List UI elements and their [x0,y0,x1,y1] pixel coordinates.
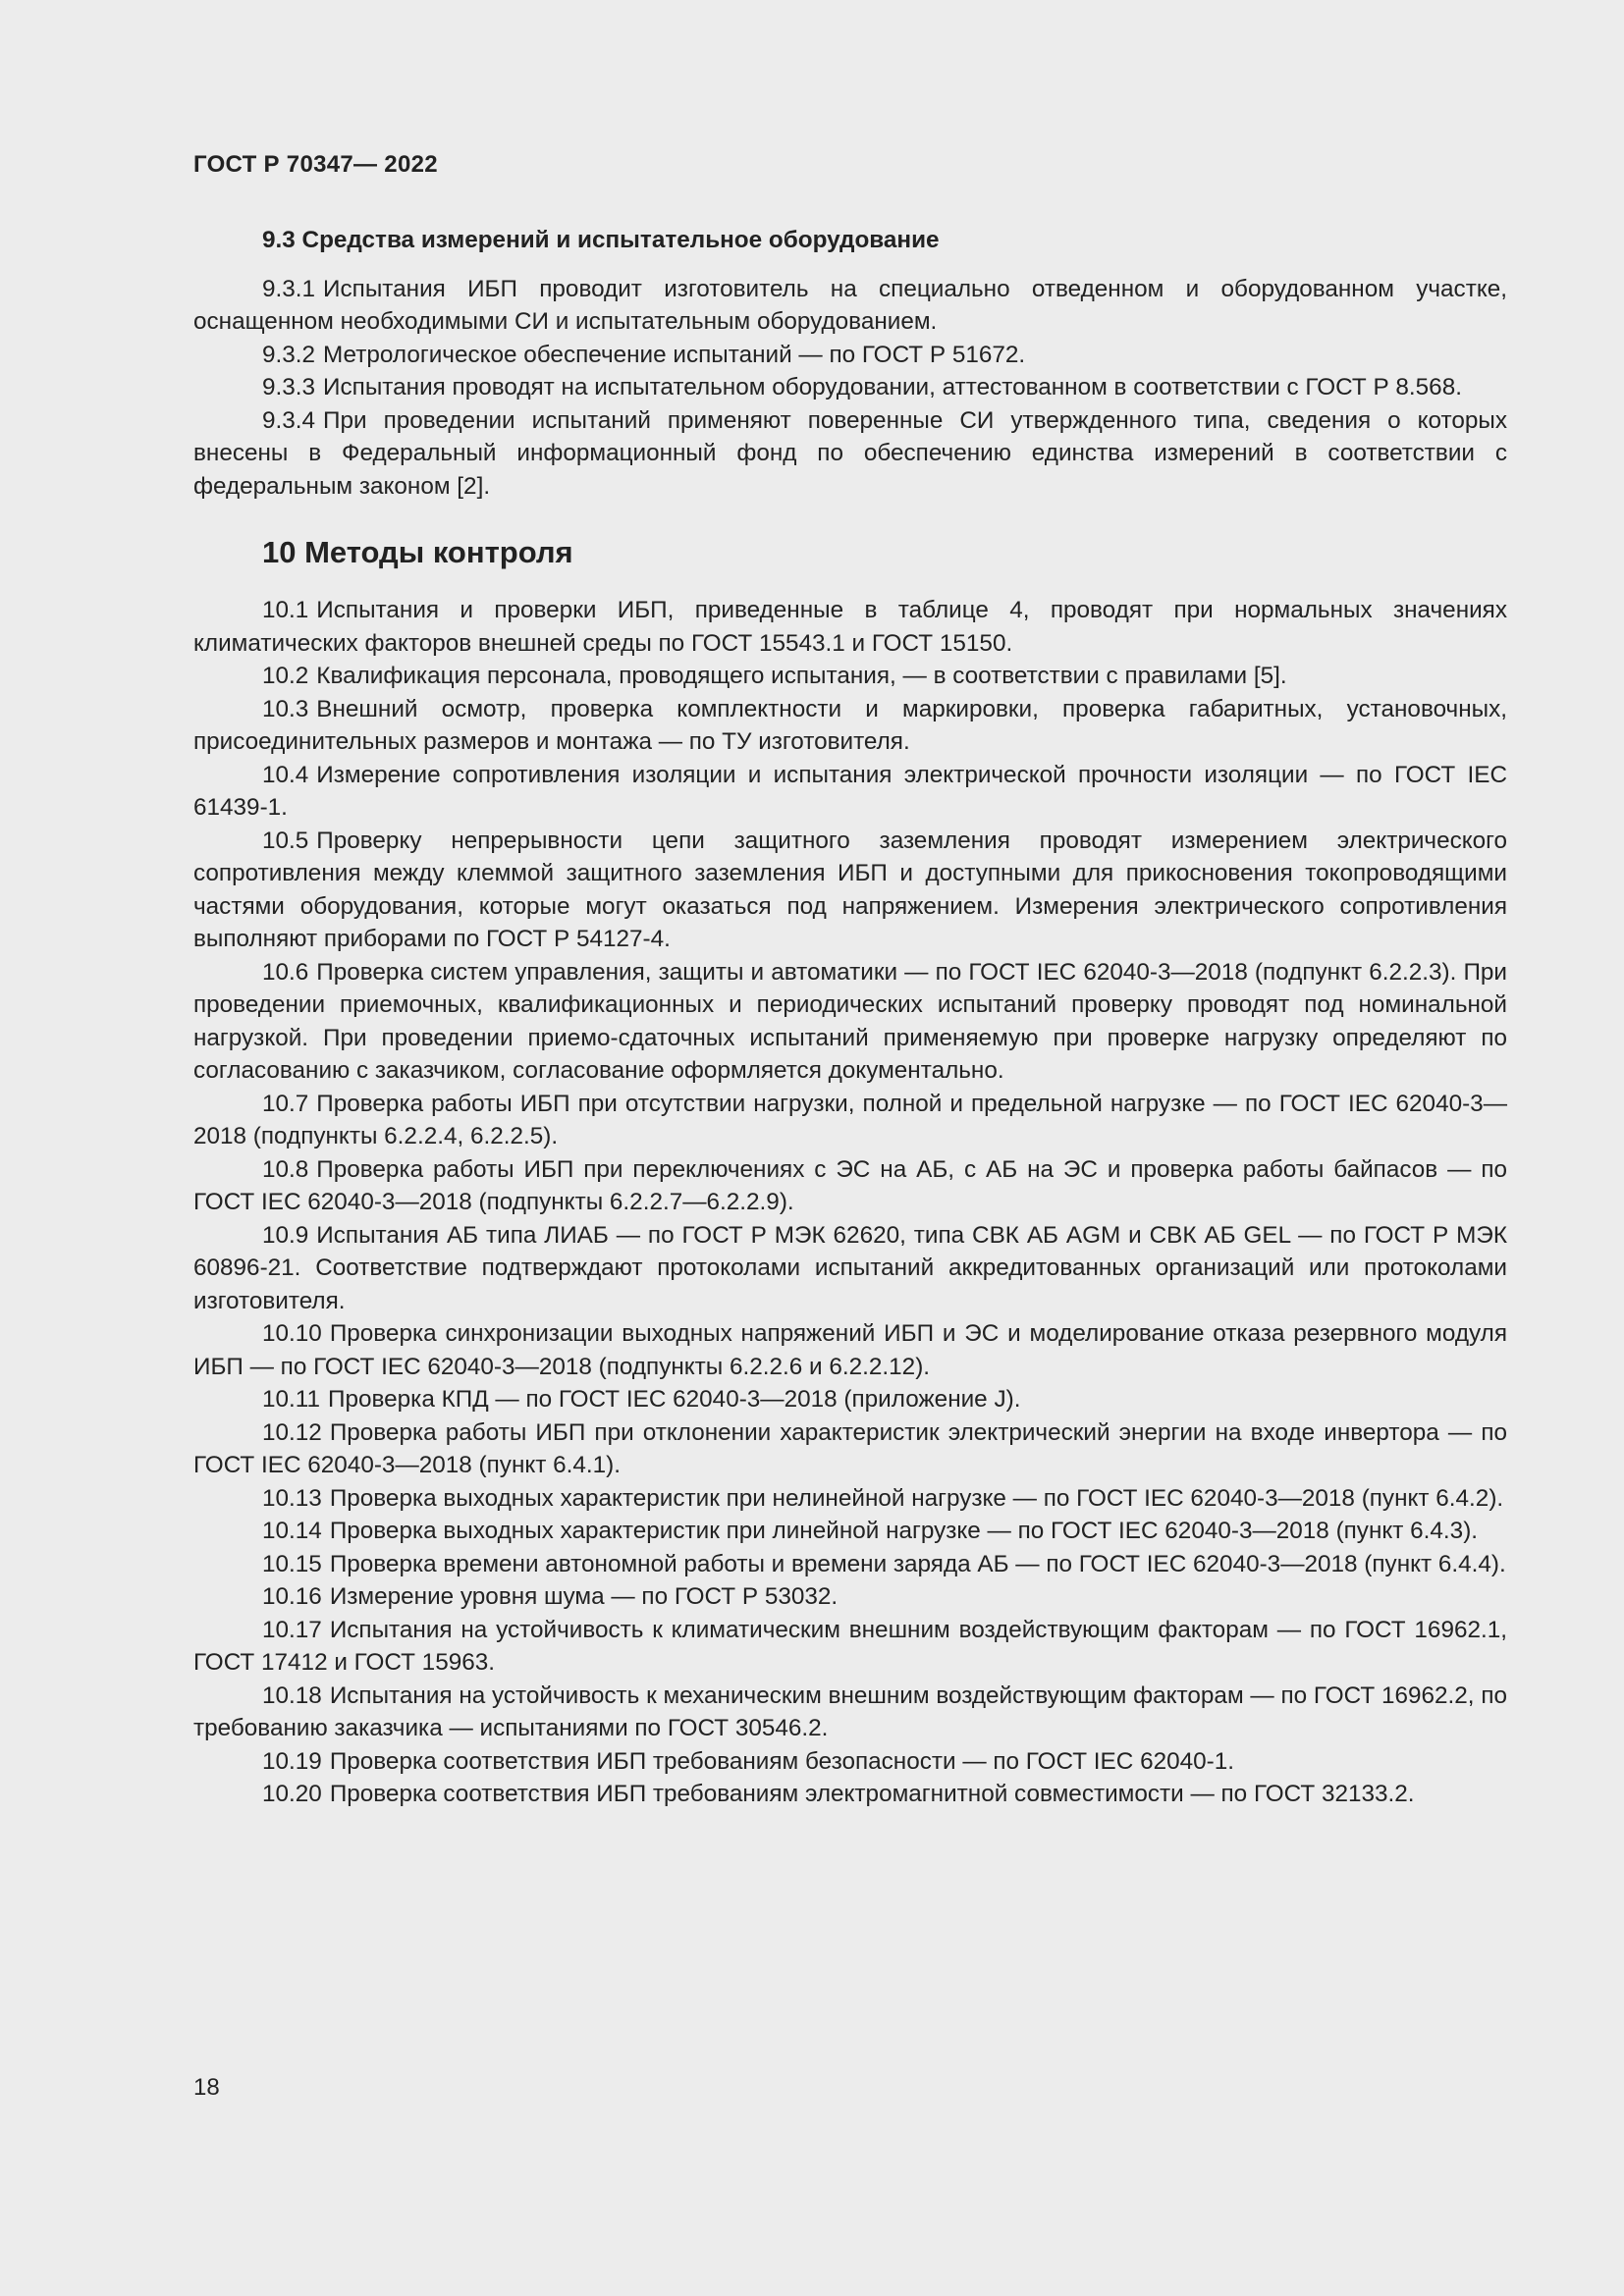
section-10-title: 10 Методы контроля [262,535,573,569]
paragraph-10-19 [193,1745,1507,1779]
paragraph-10-1 [193,594,1507,660]
paragraph-number: 10.3 [262,695,309,722]
paragraph-text: Квалификация персонала, проводящего испытания, — в соответствии с правилами [5]. [316,663,1287,689]
paragraph-number: 10.5 [262,827,309,854]
paragraph-9-3-1 [193,273,1507,339]
paragraph-9-3-4 [193,404,1507,504]
paragraph-9-3-3 [193,371,1507,404]
paragraph-text: Испытания и проверки ИБП, приведенные в таблице 4, проводят при нормальных значениях климатических факторов внешней среды по ГОСТ 15543.1 и ГОСТ 15150. [193,597,1507,657]
paragraph-10-3 [193,693,1507,759]
paragraph-number: 10.18 [262,1682,322,1709]
paragraph-10-16 [193,1580,1507,1614]
paragraph-number: 9.3.1 [262,275,316,302]
paragraph-10-7 [193,1088,1507,1153]
paragraph-text: Проверка КПД — по ГОСТ IEC 62040-3—2018 (приложение J). [328,1386,1021,1413]
paragraph-9-3-2 [193,339,1507,372]
paragraph-10-6 [193,956,1507,1088]
paragraph-number: 10.11 [262,1386,320,1413]
paragraph-number: 10.17 [262,1616,322,1643]
paragraph-number: 10.13 [262,1484,322,1512]
paragraph-text: Проверка выходных характеристик при нелинейной нагрузке — по ГОСТ IEC 62040-3—2018 (пункт 6.4.2). [329,1484,1504,1512]
paragraph-10-4 [193,759,1507,825]
paragraph-number: 10.15 [262,1550,322,1577]
paragraph-text: Проверка работы ИБП при отсутствии нагрузки, полной и предельной нагрузке — по ГОСТ IEC 62040-3—2018 (подпункты 6.2.2.4, 6.2.2.5). [193,1090,1507,1149]
paragraph-number: 10.2 [262,663,309,689]
paragraph-text: Проверка работы ИБП при отклонении характеристик электрический энергии на входе инвертора — по ГОСТ IEC 62040-3—2018 (пункт 6.4.1). [193,1418,1507,1478]
paragraph-10-14 [193,1515,1507,1548]
paragraph-10-10 [193,1317,1507,1383]
paragraph-10-18 [193,1680,1507,1745]
paragraph-text: Испытания ИБП проводит изготовитель на специально отведенном и оборудованном участке, оснащенном необходимыми СИ и испытательным оборудованием. [193,275,1507,335]
paragraph-number: 10.6 [262,958,309,986]
paragraph-text: Испытания АБ типа ЛИАБ — по ГОСТ Р МЭК 62620, типа СВК АБ AGM и СВК АБ GEL — по ГОСТ Р МЭК 60896-21. Соответствие подтверждают протоколами испытаний аккредитованных организаций или протоколами изготовителя. [193,1221,1507,1314]
paragraph-text: Проверка соответствия ИБП требованиям электромагнитной совместимости — по ГОСТ 32133.2. [329,1781,1415,1807]
document-header: ГОСТ Р 70347— 2022 [193,151,438,178]
paragraph-number: 10.8 [262,1155,309,1183]
paragraph-text: Испытания проводят на испытательном оборудовании, аттестованном в соответствии с ГОСТ Р 8.568. [323,374,1462,400]
paragraph-text: Проверку непрерывности цепи защитного заземления проводят измерением электрического сопротивления между клеммой защитного заземления ИБП и доступными для прикосновения токопроводящими частями оборудования, которые могут оказаться под напряжением. Измерения электрического сопротивления выполняют приборами по ГОСТ Р 54127-4. [193,827,1507,952]
paragraph-number: 10.20 [262,1781,322,1807]
paragraph-10-11 [193,1383,1507,1416]
paragraph-number: 10.12 [262,1418,322,1446]
paragraph-10-8 [193,1153,1507,1219]
paragraph-10-9 [193,1219,1507,1318]
paragraph-number: 10.16 [262,1583,322,1610]
paragraph-text: Внешний осмотр, проверка комплектности и маркировки, проверка габаритных, установочных, присоединительных размеров и монтажа — по ТУ изготовителя. [193,695,1507,755]
paragraph-10-12 [193,1416,1507,1482]
paragraph-text: Измерение уровня шума — по ГОСТ Р 53032. [329,1583,839,1610]
page-content [193,224,1507,1811]
paragraph-number: 10.1 [262,597,309,623]
paragraph-text: Измерение сопротивления изоляции и испытания электрической прочности изоляции — по ГОСТ IEC 61439-1. [193,761,1507,821]
paragraph-number: 10.10 [262,1320,322,1347]
paragraph-text: Метрологическое обеспечение испытаний — по ГОСТ Р 51672. [323,341,1026,368]
paragraph-10-2 [193,660,1507,693]
paragraph-number: 10.14 [262,1518,322,1544]
paragraph-text: Проверка соответствия ИБП требованиям безопасности — по ГОСТ IEC 62040-1. [329,1747,1234,1775]
paragraph-text: Испытания на устойчивость к климатическим внешним воздействующим факторам — по ГОСТ 16962.1, ГОСТ 17412 и ГОСТ 15963. [193,1616,1507,1676]
paragraph-text: Проверка выходных характеристик при линейной нагрузке — по ГОСТ IEC 62040-3—2018 (пункт 6.4.3). [329,1518,1479,1544]
paragraph-10-15 [193,1548,1507,1581]
paragraph-10-20 [193,1778,1507,1811]
paragraph-10-17 [193,1614,1507,1680]
paragraph-number: 9.3.2 [262,341,316,368]
paragraph-number: 9.3.3 [262,374,316,400]
paragraph-text: Испытания на устойчивость к механическим внешним воздействующим факторам — по ГОСТ 16962.2, по требованию заказчика — испытаниями по ГОСТ 30546.2. [193,1682,1507,1741]
paragraph-text: При проведении испытаний применяют поверенные СИ утвержденного типа, сведения о которых внесены в Федеральный информационный фонд по обеспечению единства измерений в соответствии с федеральным законом [2]. [193,406,1507,500]
paragraph-text: Проверка времени автономной работы и времени заряда АБ — по ГОСТ IEC 62040-3—2018 (пункт 6.4.4). [329,1550,1506,1577]
paragraph-10-5 [193,825,1507,956]
page-number: 18 [193,2074,220,2101]
paragraph-text: Проверка синхронизации выходных напряжений ИБП и ЭС и моделирование отказа резервного модуля ИБП — по ГОСТ IEC 62040-3—2018 (подпункты 6.2.2.6 и 6.2.2.12). [193,1320,1507,1380]
paragraph-number: 9.3.4 [262,406,316,434]
paragraph-number: 10.19 [262,1747,322,1775]
paragraph-number: 10.7 [262,1090,309,1117]
paragraph-text: Проверка систем управления, защиты и автоматики — по ГОСТ IEC 62040-3—2018 (подпункт 6.2.2.3). При проведении приемочных, квалификационных и периодических испытаний проверку проводят под номинальной нагрузкой. При проведении приемо-сдаточных испытаний применяемую при проверке нагрузку определяют по согласованию с заказчиком, согласование оформляется документально. [193,958,1507,1084]
paragraph-number: 10.9 [262,1221,309,1249]
paragraph-number: 10.4 [262,761,309,788]
section-9-3-title: 9.3 Средства измерений и испытательное оборудование [262,227,940,253]
paragraph-10-13 [193,1482,1507,1516]
paragraph-text: Проверка работы ИБП при переключениях с ЭС на АБ, с АБ на ЭС и проверка работы байпасов — по ГОСТ IEC 62040-3—2018 (подпункты 6.2.2.7—6.2.2.9). [193,1155,1507,1215]
